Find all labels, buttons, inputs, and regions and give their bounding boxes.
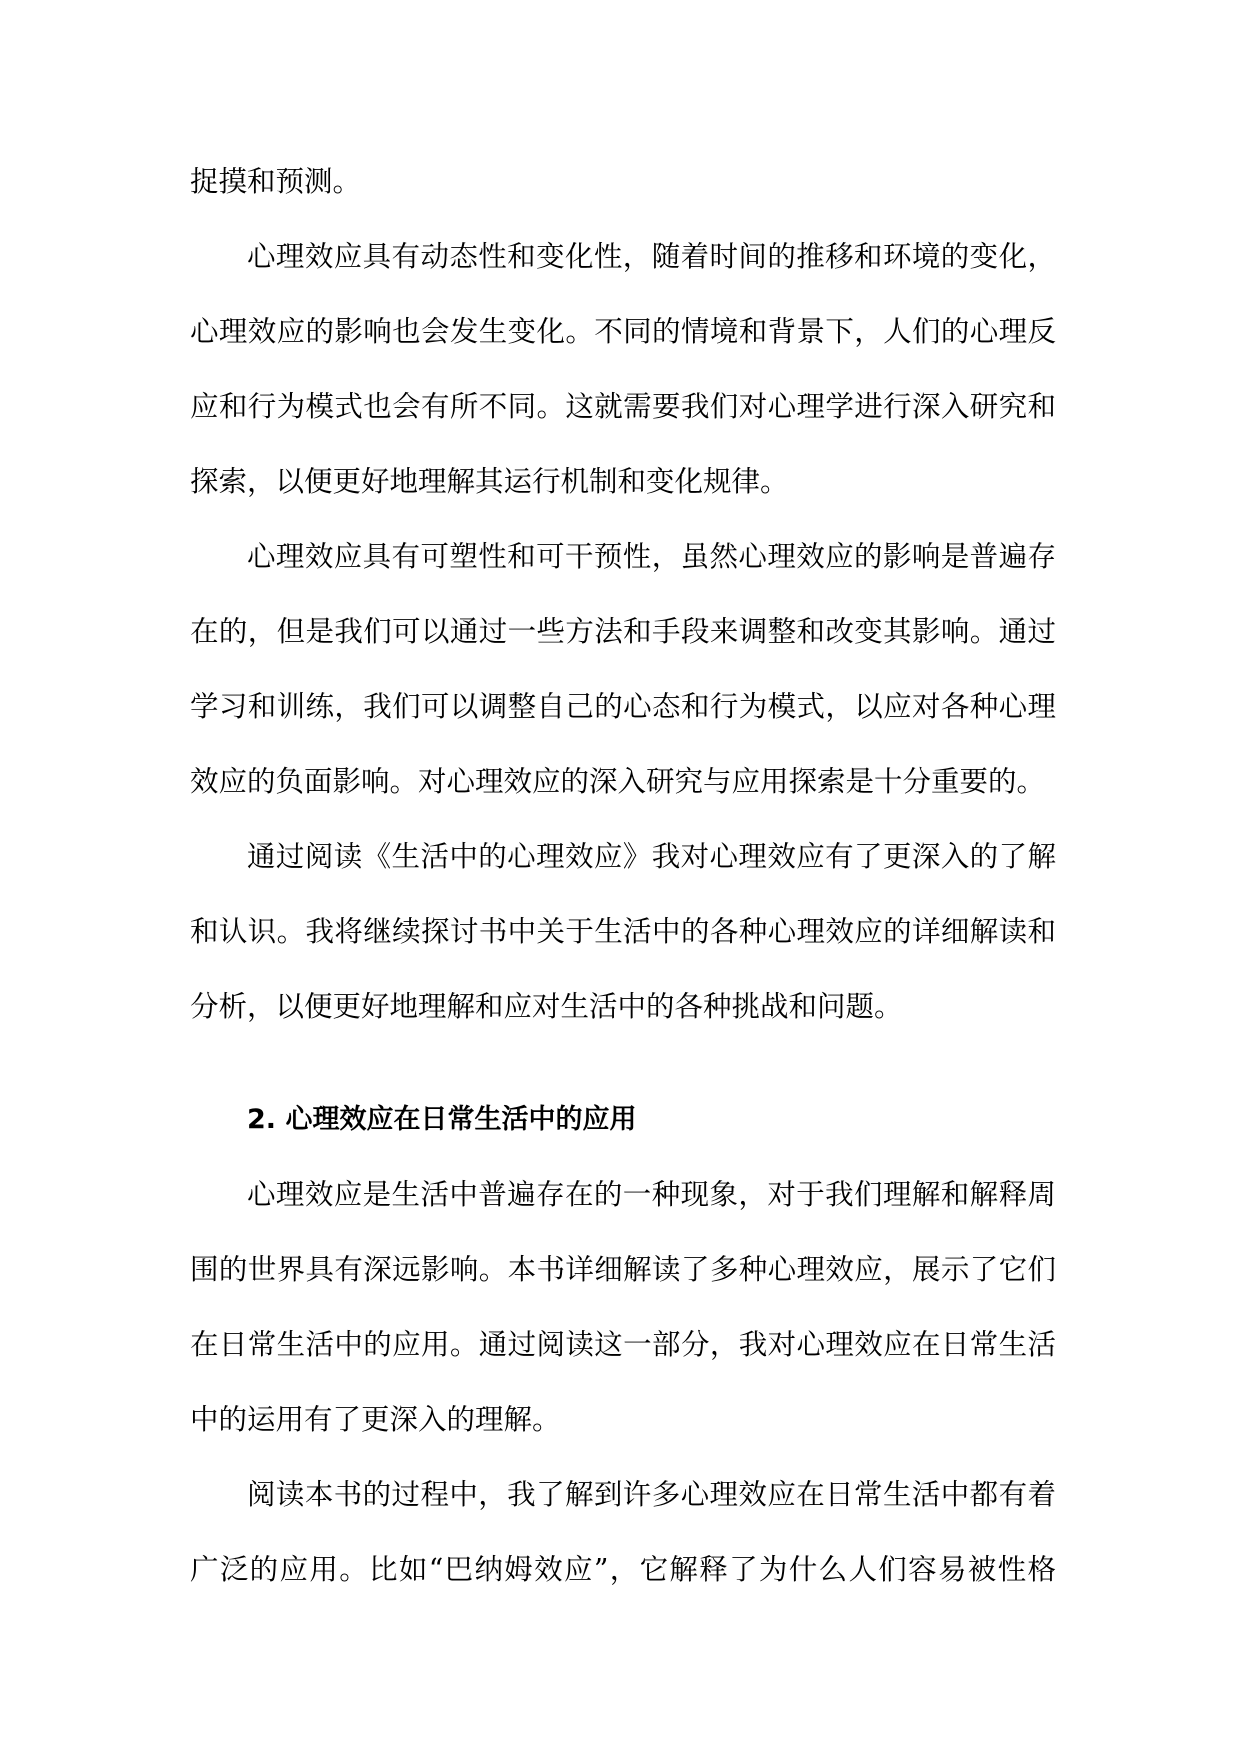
section-heading: 2. 心理效应在日常生活中的应用: [247, 1104, 637, 1135]
text-line: 心理效应具有可塑性和可干预性，虽然心理效应的影响是普遍存: [247, 540, 1056, 573]
text-line: 应和行为模式也会有所不同。这就需要我们对心理学进行深入研究和: [190, 390, 1056, 423]
text-line: 学习和训练，我们可以调整自己的心态和行为模式，以应对各种心理: [190, 690, 1056, 723]
text-line: 通过阅读《生活中的心理效应》我对心理效应有了更深入的了解: [247, 840, 1056, 873]
paragraph-phenomenon: [190, 1157, 1056, 1457]
text-line: 效应的负面影响。对心理效应的深入研究与应用探索是十分重要的。: [190, 765, 1046, 798]
text-line: 和认识。我将继续探讨书中关于生活中的各种心理效应的详细解读和: [190, 915, 1056, 948]
text-line: 心理效应的影响也会发生变化。不同的情境和背景下，人们的心理反: [190, 315, 1056, 348]
paragraph-reading: [190, 819, 1056, 1044]
text-line: 广泛的应用。比如“巴纳姆效应”，它解释了为什么人们容易被性格: [190, 1553, 1056, 1586]
paragraph-applications: [190, 1457, 1056, 1607]
text-line: 围的世界具有深远影响。本书详细解读了多种心理效应，展示了它们: [190, 1253, 1056, 1286]
text-line: 心理效应是生活中普遍存在的一种现象，对于我们理解和解释周: [247, 1178, 1056, 1211]
text-line: 在的，但是我们可以通过一些方法和手段来调整和改变其影响。通过: [190, 615, 1056, 648]
text-line: 在日常生活中的应用。通过阅读这一部分，我对心理效应在日常生活: [190, 1328, 1056, 1361]
text-line: 阅读本书的过程中，我了解到许多心理效应在日常生活中都有着: [247, 1478, 1056, 1511]
paragraph-continuation: [190, 144, 1056, 219]
paragraph-dynamics: [190, 219, 1056, 519]
text-line: 中的运用有了更深入的理解。: [190, 1403, 561, 1436]
text-line: 捉摸和预测。: [190, 165, 362, 198]
paragraph-plasticity: [190, 519, 1056, 819]
text-line: 探索，以便更好地理解其运行机制和变化规律。: [190, 465, 789, 498]
document-body: [190, 144, 1056, 1607]
text-line: 心理效应具有动态性和变化性，随着时间的推移和环境的变化，: [247, 240, 1056, 273]
text-line: 分析，以便更好地理解和应对生活中的各种挑战和问题。: [190, 990, 903, 1023]
